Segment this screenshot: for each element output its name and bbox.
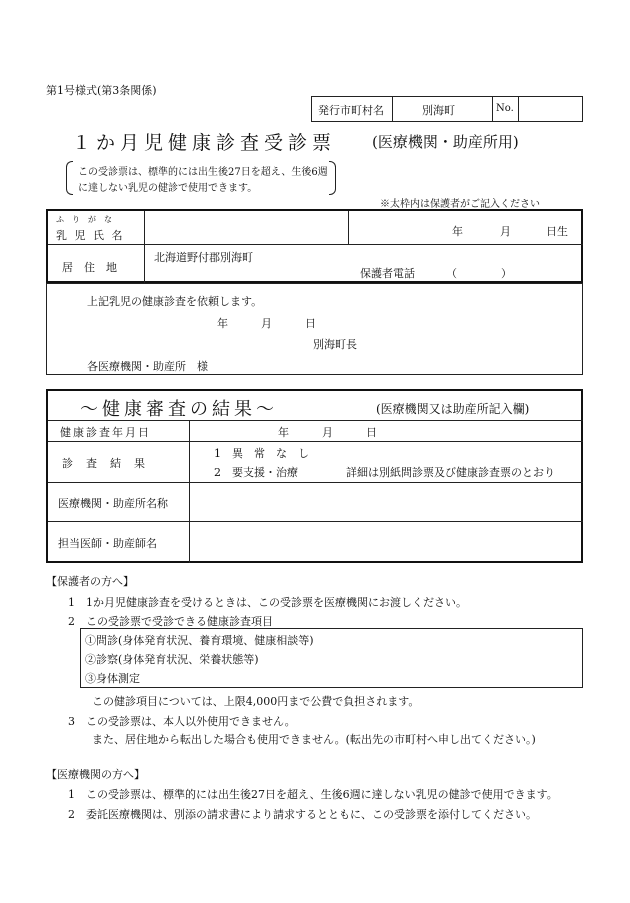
medical-heading: 【医療機関の方へ】 [46,768,145,781]
infant-name-label: 乳 児 氏 名 [56,229,125,242]
request-date: 年 月 日 [217,317,316,330]
form-number: 第1号様式(第3条関係) [46,84,157,97]
exam-item-3: ③身体測定 [85,672,140,685]
notice-line-1: この受診票は、標準的には出生後27日を超え、生後6週 [78,167,328,178]
exam-items-box [80,628,583,688]
result-label: 診 査 結 果 [62,457,146,470]
guardian-entry-box [46,209,583,283]
result-option-support: 2 要支援・治療 [214,466,298,479]
issuer-label: 発行市町村名 [318,104,384,117]
notice-line-2: に達しない乳児の健診で使用できます。 [78,183,258,194]
doctor-label: 担当医師・助産師名 [58,537,157,550]
address-value: 北海道野付郡別海町 [154,251,253,264]
guardian-item-2: 2 この受診票で受診できる健康診査項目 [68,615,273,628]
mayor-label: 別海町長 [313,338,357,351]
issuer-box [311,96,583,122]
result-title: ～健康審査の結果～ [80,399,278,420]
guardian-item-3: 3 この受診票は、本人以外使用できません。 [68,715,296,728]
medical-item-1: 1 この受診票は、標準的には出生後27日を超え、生後6週に達しない乳児の健診で使用できます。 [68,788,558,801]
issuer-name: 別海町 [422,104,455,117]
exam-date-label: 健康診査年月日 [60,426,151,439]
medical-item-2: 2 委託医療機関は、別添の請求書により請求するとともに、この受診票を添付してください。 [68,808,537,821]
guardian-heading: 【保護者の方へ】 [46,575,134,588]
birth-month-label: 月 [500,225,511,238]
result-box [46,389,583,563]
addressee-label: 各医療機関・助産所 様 [87,360,208,373]
request-text: 上記乳児の健康診査を依頼します。 [87,295,263,308]
result-option-note: 詳細は別紙問診票及び健康診査票のとおり [346,466,555,479]
page-title: １か月児健康診査受診票 [72,132,337,154]
facility-label: 医療機関・助産所名称 [58,497,168,510]
number-label: No. [496,103,514,114]
result-title-sub: (医療機関又は助産所記入欄) [376,402,530,416]
birth-year-label: 年 [452,225,463,238]
exam-item-1: ①問診(身体発育状況、養育環境、健康相談等) [85,634,314,647]
guardian-note: ※太枠内は保護者がご記入ください [380,199,540,210]
birth-day-label: 日生 [546,225,568,238]
result-option-normal: 1 異 常 な し [214,447,309,460]
notice-bracket [66,161,336,195]
guardian-item-1: 1 1か月児健康診査を受けるときは、この受診票を医療機関にお渡しください。 [68,596,467,609]
exam-date-value: 年 月 日 [278,426,377,439]
address-label: 居 住 地 [62,261,117,274]
cost-note: この健診項目については、上限4,000円まで公費で負担されます。 [92,695,420,708]
request-box [46,283,583,375]
exam-item-2: ②診察(身体発育状況、栄養状態等) [85,653,259,666]
furigana-label: ふ り が な [56,215,112,224]
phone-paren: （ ） [446,267,512,280]
guardian-item-3b: また、居住地から転出した場合も使用できません。(転出先の市町村へ申し出てください。) [92,733,536,746]
page-title-sub: (医療機関・助産所用) [372,133,519,151]
phone-label: 保護者電話 [360,267,415,280]
